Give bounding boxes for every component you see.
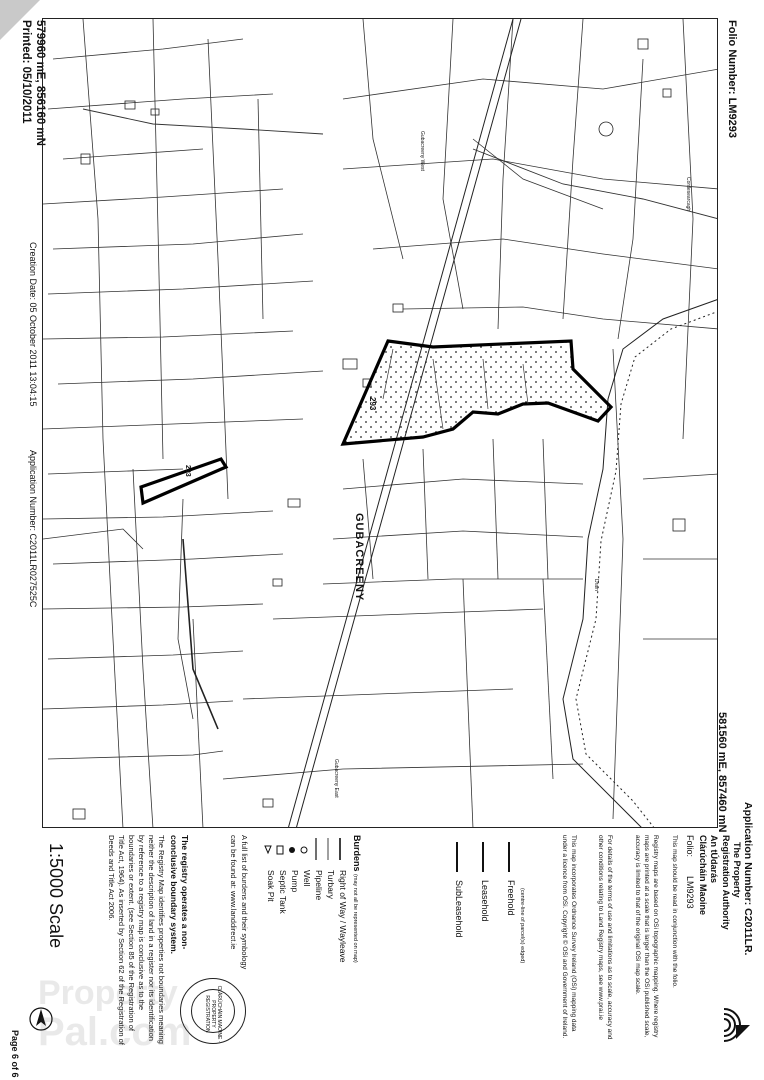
burden-symbols [262, 836, 354, 866]
legend-irish-2: Clárúcháin Maoine [698, 835, 708, 916]
watermark-line2: Pal.com [38, 1010, 192, 1054]
legend-boundary-title: The registry operates a non-conclusive boundary system. [169, 835, 190, 955]
legend-leasehold: Leasehold [480, 880, 490, 922]
legend-authority-1: The Property [732, 842, 742, 898]
legend-boundary-text: The Registry Map identifies properties not boundaries meaning neither the description of land in a register nor its identification by reference to a registry map is conclusive as to the boundaries or extent. (see Section 85 of the Registration of Title Act, 1964). As inserted by Section 62 of the Registration of Deeds and Title Act 2006. [107, 835, 166, 1045]
creation-date: Creation Date: 05 October 2011 13:04:15 [28, 242, 38, 407]
page-number: Page 6 of 6 [10, 1030, 20, 1078]
legend-centre-line: (centre-line of parcel(s) edged) [519, 888, 525, 964]
legend-folio-label [685, 835, 695, 909]
soak-pit-symbol [265, 846, 271, 853]
legend-pump: Pump [290, 870, 300, 893]
printed-date: Printed: 05/10/2011 [20, 20, 32, 124]
seal-text: CLÁRÚCHÁIN MAOINE · PROPERTY REGISTRATION [204, 985, 222, 1043]
legend-freehold: Freehold [506, 880, 516, 916]
legend-para2: Registry maps are based on OSi topographic mapping. Where registry maps are printed at a scale that is larger than the OSi published scale, accuracy is limited to that of the original OSi map scale. [634, 835, 659, 1038]
legend-turbary: Turbary [326, 870, 336, 899]
folio-parcel-main [343, 341, 611, 444]
legend-septic-tank: Septic Tank [278, 870, 288, 914]
legend-full-list: A full list of burdens and their symbology can be found at: www.landdirect.ie [229, 835, 249, 970]
legend-subleasehold: SubLeasehold [454, 880, 464, 938]
plot-number-main: 293 [368, 397, 377, 411]
watermark [38, 975, 268, 1065]
watermark-line1: Property [38, 974, 178, 1012]
road-label-east: Cordesearcagh [685, 177, 691, 212]
prai-logo [720, 1005, 754, 1045]
minor-road-west [83, 109, 323, 134]
folio-value: LM9293 [685, 876, 695, 909]
freehold-symbol [506, 842, 512, 872]
legend-application-number: Application Number: C2011LR. [742, 802, 754, 956]
legend-soak-pit: Soak Pit [266, 870, 276, 902]
prai-logo-icon [720, 1005, 754, 1045]
legend-para3: For details of the terms of use and limitations as to scale, accuracy and other conditions relating to Land Registry maps, see www.prai.ie [597, 835, 613, 1040]
application-number-left: Application Number: C2011LR027525C [28, 450, 38, 608]
legend-para1: This map should be read in conjunction with the folio. [671, 835, 678, 988]
coord-bottom-right: 581560 mE, 857460 mN [716, 712, 728, 833]
coord-top-left: 579960 mE, 856160 mN [34, 20, 46, 146]
septic-tank-symbol [277, 846, 283, 854]
legend-right-of-way: Right of Way / Wayleave [338, 870, 348, 963]
folio-number-header: Folio Number: LM9293 [726, 20, 738, 138]
well-symbol [301, 847, 307, 853]
scale-label: 1:5000 Scale [46, 843, 66, 949]
legend-authority-2: Registration Authority [721, 835, 731, 930]
legend-pipeline: Pipeline [314, 870, 324, 901]
river [563, 299, 718, 828]
track-line [183, 539, 218, 729]
burdens-title: Burdens [352, 835, 362, 872]
leasehold-symbol [480, 842, 486, 872]
folio-label: Folio: [685, 835, 695, 858]
subleasehold-symbol [454, 842, 460, 872]
road-label-north: Gubacreeny West [419, 131, 425, 171]
road-label-south: Gubacreeny East [333, 759, 339, 798]
minor-road-east [473, 149, 718, 219]
legend-well: Well [302, 870, 312, 887]
ordnance-map [42, 18, 718, 828]
legend-para4: This map incorporates Ordnance Survey Ireland (OSi) mapping data under a licence from OSi. Copyright © OSi and Government of Ireland. [561, 835, 577, 1039]
townland-label: GUBACREENY [353, 513, 365, 602]
stream-label: Drain [593, 579, 599, 591]
map-linework [43, 19, 718, 828]
legend-irish-1: An tÚdarás [709, 835, 719, 884]
burdens-note: (may not all be represented on map) [352, 874, 358, 963]
pump-symbol [289, 847, 295, 853]
plot-number-small: 293 [184, 465, 191, 477]
